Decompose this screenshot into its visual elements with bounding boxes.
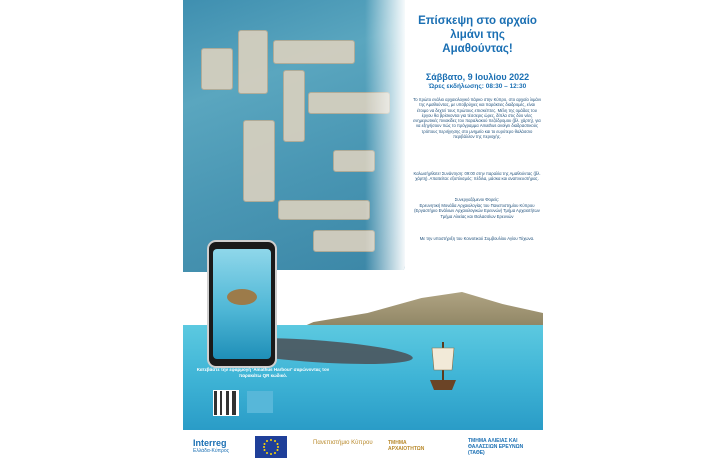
event-hours: Ώρες εκδήλωσης: 08:30 – 12:30	[428, 83, 527, 90]
interreg-logo	[193, 438, 229, 454]
qr-pattern	[214, 391, 238, 415]
app-caption: Κατεβάστε την εφαρμογή 'Amathus Harbour' σαρώνοντας τον παρακάτω QR κωδικό.	[196, 367, 330, 378]
turtle-icon	[227, 289, 257, 305]
app-icon	[247, 391, 273, 413]
qr-code[interactable]	[213, 390, 239, 416]
logos-bar	[183, 430, 543, 467]
eu-flag-icon	[255, 436, 287, 458]
partners-list: Ερευνητική Μονάδα Αρχαιολογίας του Πανεπιστημίου Κύπρου (Εργαστήριο Ενάλιων Αρχαιολογικών Ερευνών) Τμήμα Αρχαιοτήτων Τμήμα Αλιείας και Θαλασσίων Ερευνών	[414, 203, 540, 219]
university-logo	[313, 440, 373, 446]
antiquities-name: ΤΜΗΜΑ ΑΡΧΑΙΟΤΗΤΩΝ	[388, 440, 425, 452]
university-name: Πανεπιστήμιο Κύπρου	[313, 440, 373, 446]
fisheries-logo	[468, 438, 533, 456]
meeting-paragraph: Καλωσήρθατε! Συνάντηση: 09:00 στην παραλία της Αμαθούντας (βλ. χάρτη). Απαιτείται: εξοπλισμός: πέδιλα, μάσκα και αναπνευστήρας.	[413, 171, 541, 182]
fisheries-name: ΤΜΗΜΑ ΑΛΙΕΙΑΣ ΚΑΙ ΘΑΛΑΣΣΙΩΝ ΕΡΕΥΝΩΝ (ΤΑΘΕ)	[468, 438, 524, 456]
photo-fade	[365, 0, 405, 272]
stone-block	[238, 30, 268, 94]
stone-block	[278, 200, 370, 220]
stone-block	[283, 70, 305, 142]
antiquities-logo	[388, 440, 443, 452]
interreg-subtitle: Ελλάδα-Κύπρος	[193, 448, 230, 454]
boat-icon	[428, 340, 458, 395]
event-date: Σάββατο, 9 Ιουλίου 2022	[425, 72, 530, 82]
support-text: Με την υποστήριξη του Κοινοτικού Συμβουλίου Αγίου Τύχωνα.	[419, 236, 535, 241]
stone-block	[201, 48, 233, 90]
phone-screen	[213, 249, 271, 359]
partners-heading: Συνεργαζόμενοι Φορείς:	[454, 197, 500, 202]
stone-block	[273, 40, 355, 64]
stone-block	[243, 120, 275, 202]
underwater-photo	[183, 0, 405, 272]
poster-title: Επίσκεψη στο αρχαίο λιμάνι της Αμαθούντας!	[418, 15, 537, 55]
interreg-title: Interreg	[193, 438, 227, 448]
phone-mockup	[207, 240, 277, 368]
intro-paragraph: Το πρώτο ενάλιο αρχαιολογικό πάρκο στην Κύπρο, στο αρχαίο λιμάνι της Αμαθούντας, με υποβρύχιες και παράκτιες διαδρομές, είναι έτοιμο να δεχτεί τους πρώτους επισκέπτες. Μέλη της ομάδας του έργου θα βρίσκονται για τέσσερις ώρες, δίπλα στις δύο νέες ενημερωτικές πινακίδες του παραλιακού πεζόδρομου (βλ. χάρτη), για να εξηγήσουν πώς το πρόγραμμα Amathus ανοίγει διαδραστικούς τρόπους περιήγησης στο μνημείο και το ευρύτερο θαλάσσιο περιβάλλον της περιοχής.	[413, 97, 541, 140]
poster	[183, 0, 543, 467]
